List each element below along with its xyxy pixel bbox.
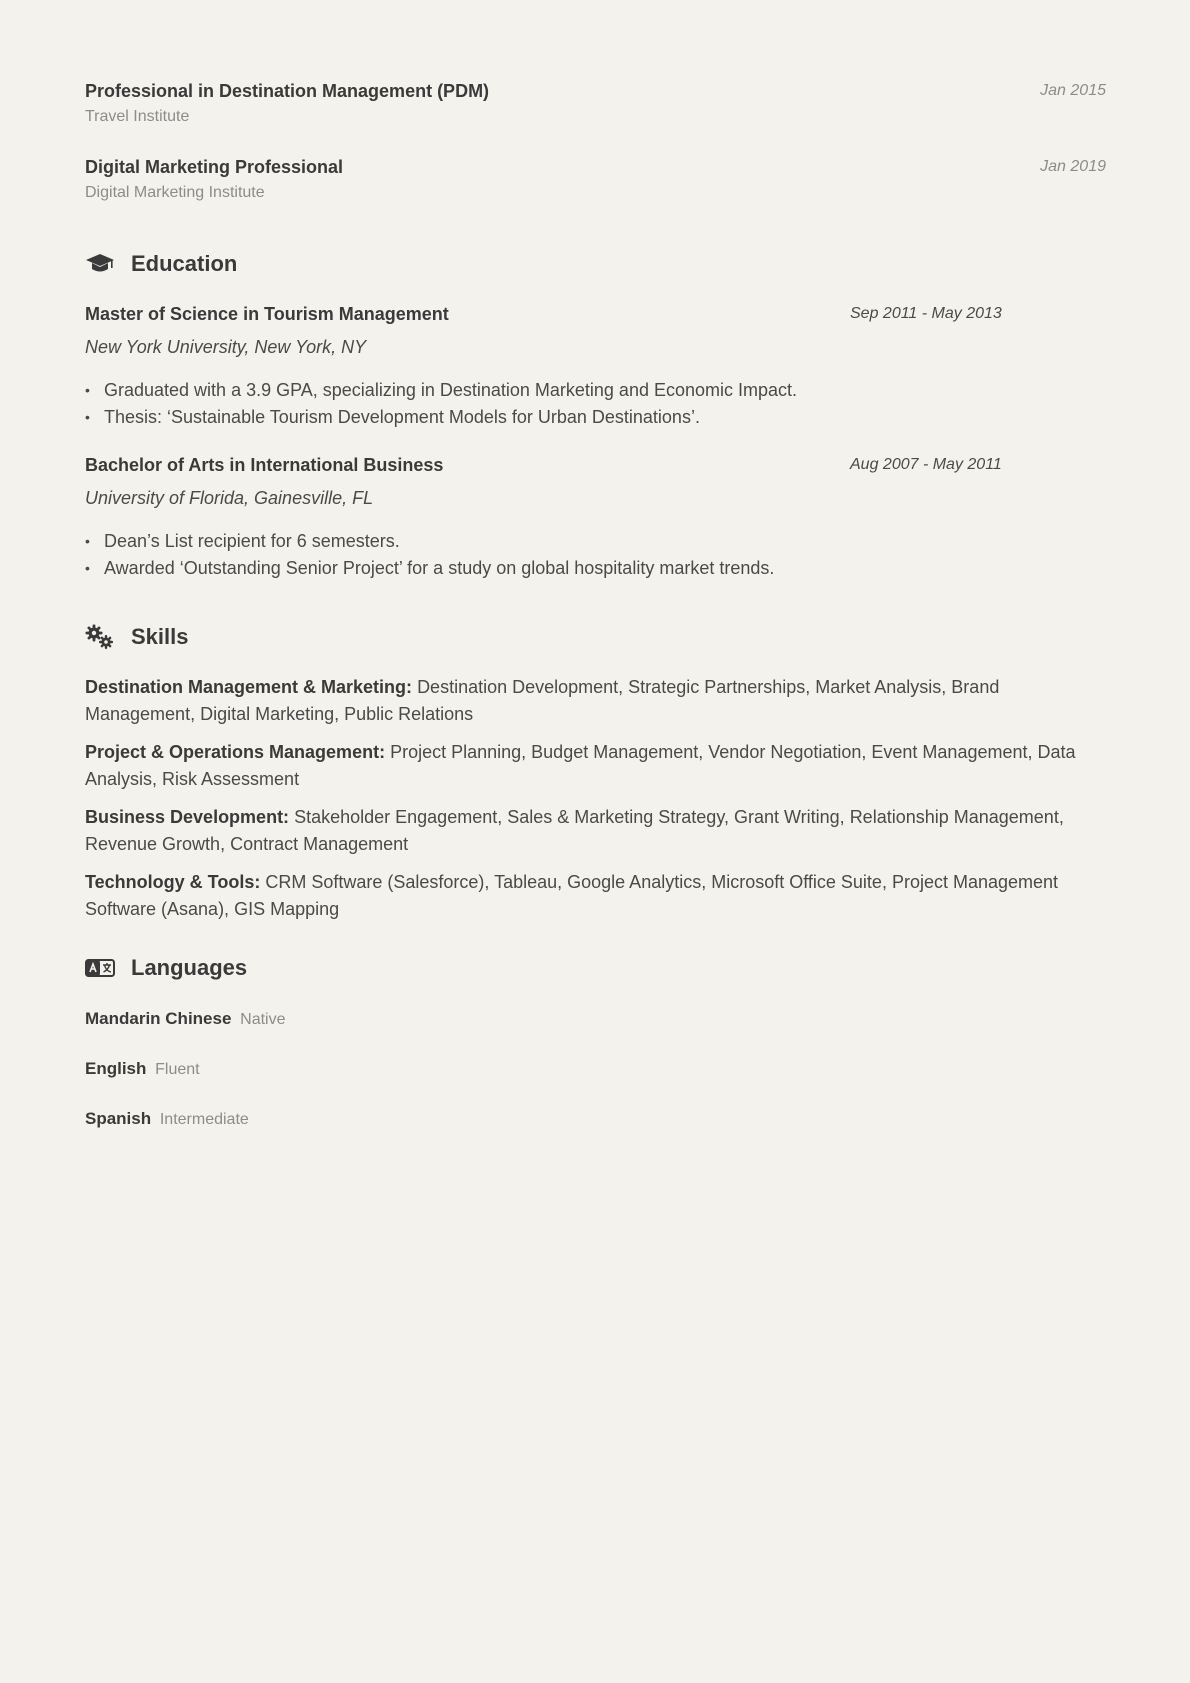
section-title: Skills bbox=[131, 624, 189, 649]
school-name: University of Florida, Gainesville, FL bbox=[85, 488, 374, 508]
certification-item bbox=[85, 156, 1106, 203]
skill-items: CRM Software (Salesforce), Tableau, Google Analytics, Microsoft Office Suite, Project Management Software (Asana), GIS Mapping bbox=[85, 872, 1059, 919]
degree-dates: Aug 2007 - May 2011 bbox=[850, 456, 1002, 473]
list-item: • Graduated with a 3.9 GPA, specializing in Destination Marketing and Economic Impact. bbox=[85, 377, 1106, 404]
skill-group bbox=[85, 804, 1106, 858]
certification-date: Jan 2019 bbox=[1040, 158, 1106, 175]
certification-item bbox=[85, 80, 1106, 127]
degree-title: Master of Science in Tourism Management bbox=[85, 304, 449, 324]
graduation-cap-icon bbox=[85, 252, 115, 276]
skill-group bbox=[85, 674, 1106, 728]
skill-group bbox=[85, 869, 1106, 923]
list-item: • Awarded ‘Outstanding Senior Project’ for a study on global hospitality market trends. bbox=[85, 555, 1106, 582]
certification-title: Professional in Destination Management (PDM) bbox=[85, 81, 490, 101]
section-title: Education bbox=[131, 251, 238, 276]
skill-category: Destination Management & Marketing: bbox=[85, 677, 413, 697]
degree-dates: Sep 2011 - May 2013 bbox=[850, 305, 1002, 322]
language-level: Intermediate bbox=[159, 1111, 249, 1128]
language-name: Mandarin Chinese bbox=[85, 1009, 232, 1028]
language-item bbox=[85, 1108, 249, 1131]
language-item bbox=[85, 1008, 286, 1031]
certification-title: Digital Marketing Professional bbox=[85, 157, 344, 177]
certification-org: Digital Marketing Institute bbox=[85, 184, 265, 201]
skill-category: Project & Operations Management: bbox=[85, 742, 386, 762]
skill-items: Project Planning, Budget Management, Vendor Negotiation, Event Management, Data Analysis, Risk Assessment bbox=[85, 742, 1076, 789]
language-icon bbox=[85, 956, 115, 980]
achievement-list bbox=[85, 528, 1106, 582]
skill-items: Stakeholder Engagement, Sales & Marketing Strategy, Grant Writing, Relationship Management, Revenue Growth, Contract Management bbox=[85, 807, 1064, 854]
skills-heading bbox=[85, 623, 188, 651]
school-name: New York University, New York, NY bbox=[85, 337, 367, 357]
degree-title: Bachelor of Arts in International Business bbox=[85, 455, 444, 475]
certification-date: Jan 2015 bbox=[1040, 82, 1106, 99]
language-level: Native bbox=[240, 1011, 286, 1028]
education-entry bbox=[85, 303, 1106, 431]
language-name: Spanish bbox=[85, 1109, 152, 1128]
gears-icon bbox=[85, 625, 115, 649]
certification-org: Travel Institute bbox=[85, 108, 190, 125]
skill-category: Business Development: bbox=[85, 807, 290, 827]
skill-category: Technology & Tools: bbox=[85, 872, 261, 892]
languages-heading bbox=[85, 954, 247, 982]
achievement-list bbox=[85, 377, 1106, 431]
education-heading bbox=[85, 250, 237, 278]
language-item bbox=[85, 1058, 200, 1081]
language-level: Fluent bbox=[155, 1061, 200, 1078]
education-entry bbox=[85, 454, 1106, 582]
skill-items: Destination Development, Strategic Partnerships, Market Analysis, Brand Management, Digital Marketing, Public Relations bbox=[85, 677, 1000, 724]
language-name: English bbox=[85, 1059, 147, 1078]
section-title: Languages bbox=[131, 955, 248, 980]
list-item: • Thesis: ‘Sustainable Tourism Development Models for Urban Destinations’. bbox=[85, 404, 1106, 431]
list-item: • Dean’s List recipient for 6 semesters. bbox=[85, 528, 1106, 555]
skill-group bbox=[85, 739, 1106, 793]
